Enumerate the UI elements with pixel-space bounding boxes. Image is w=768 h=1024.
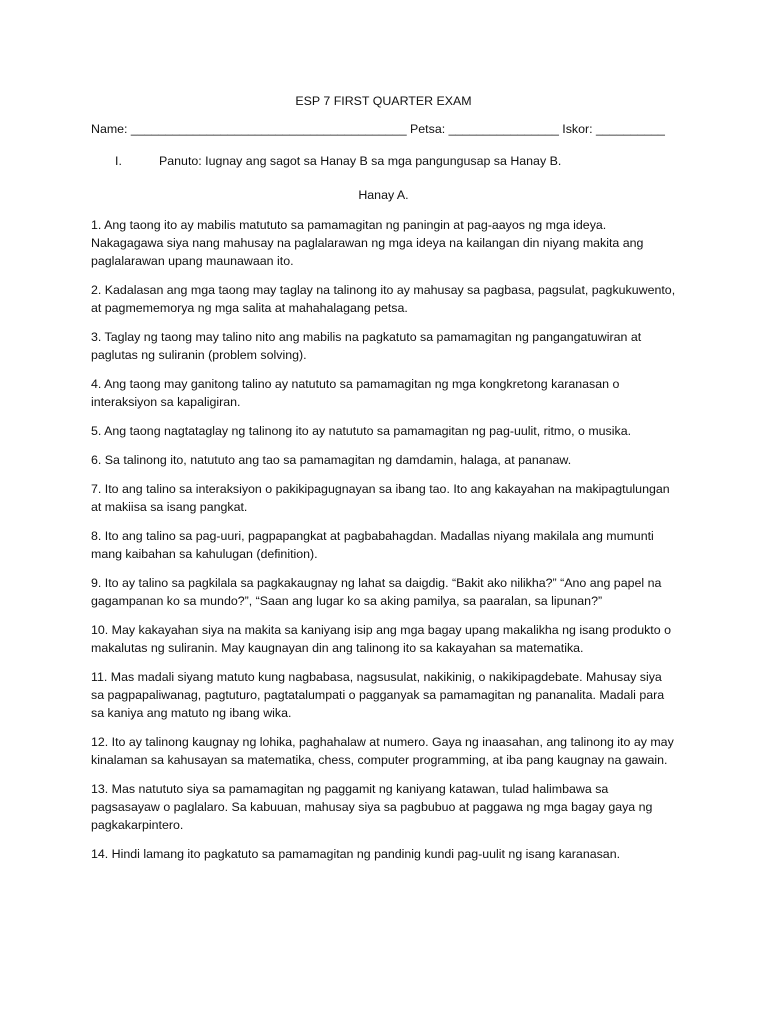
- instruction-row: [91, 152, 676, 170]
- section-numeral: I.: [115, 154, 122, 168]
- question-item: 2. Kadalasan ang mga taong may taglay na talinong ito ay mahusay sa pagbasa, pagsulat, pagkukuwento, at pagmememorya ng mga salita at mahahalagang petsa.: [91, 283, 676, 315]
- question-item: 7. Ito ang talino sa interaksiyon o pakikipagugnayan sa ibang tao. Ito ang kakayahan na makipagtulungan at makiisa sa isang pangkat.: [91, 482, 670, 514]
- question-list: [91, 216, 676, 863]
- question-item: 14. Hindi lamang ito pagkatuto sa pamamagitan ng pandinig kundi pag-uulit ng isang karanasan.: [91, 847, 621, 861]
- exam-title: ESP 7 FIRST QUARTER EXAM: [295, 94, 472, 108]
- question-item: 4. Ang taong may ganitong talino ay natututo sa pamamagitan ng mga kongkretong karanasan o interaksiyon sa kapaligiran.: [91, 377, 620, 409]
- question-item: 3. Taglay ng taong may talino nito ang mabilis na pagkatuto sa pamamagitan ng pangangatuwiran at paglutas ng suliranin (problem solving).: [91, 330, 642, 362]
- question-item: 9. Ito ay talino sa pagkilala sa pagkakaugnay ng lahat sa daigdig. “Bakit ako nilikha?” “Ano ang papel na gagampanan ko sa mundo?”, “Saan ang lugar ko sa aking pamilya, sa paaralan, sa lipunan?”: [91, 576, 662, 608]
- question-item: 5. Ang taong nagtataglay ng talinong ito ay natututo sa pamamagitan ng pag-uulit, ritmo, o musika.: [91, 424, 632, 438]
- hanay-a-heading: Hanay A.: [358, 188, 409, 202]
- question-item: 8. Ito ang talino sa pag-uuri, pagpapangkat at pagbabahagdan. Madallas niyang makilala ang mumunti mang kaibahan sa kahulugan (definition).: [91, 529, 654, 561]
- instruction-text: Panuto: Iugnay ang sagot sa Hanay B sa mga pangungusap sa Hanay B.: [159, 154, 562, 168]
- question-item: 10. May kakayahan siya na makita sa kaniyang isip ang mga bagay upang makalikha ng isang produkto o makalutas ng suliranin. May kaugnayan din ang talinong ito sa kakayahan sa matematika.: [91, 623, 671, 655]
- question-item: 12. Ito ay talinong kaugnay ng lohika, paghahalaw at numero. Gaya ng inaasahan, ang talinong ito ay may kinalaman sa kahusayan sa matematika, chess, computer programming, at iba pang kaugnay na gawain.: [91, 735, 674, 767]
- name-date-score-line: Name: ________________________________________ Petsa: ________________ Iskor: __________: [91, 122, 665, 136]
- question-item: 11. Mas madali siyang matuto kung nagbabasa, nagsusulat, nakikinig, o nakikipagdebate. Mahusay siya sa pagpapaliwanag, pagtuturo, pagtatalumpati o pagganyak sa pamamagitan ng pananalita. Madali para sa kaniya ang matuto ng ibang wika.: [91, 670, 665, 720]
- question-item: 6. Sa talinong ito, natututo ang tao sa pamamagitan ng damdamin, halaga, at pananaw.: [91, 453, 572, 467]
- question-item: 1. Ang taong ito ay mabilis matututo sa pamamagitan ng paningin at pag-aayos ng mga ideya. Nakagagawa siya nang mahusay na paglalarawan ng mga ideya na kailangan din niyang makita ang paglalarawan upang maunawaan ito.: [91, 218, 644, 268]
- question-item: 13. Mas natututo siya sa pamamagitan ng paggamit ng kaniyang katawan, tulad halimbawa sa pagsasayaw o paglalaro. Sa kabuuan, mahusay siya sa pagbubuo at paggawa ng mga bagay gaya ng pagkakarpintero.: [91, 782, 653, 832]
